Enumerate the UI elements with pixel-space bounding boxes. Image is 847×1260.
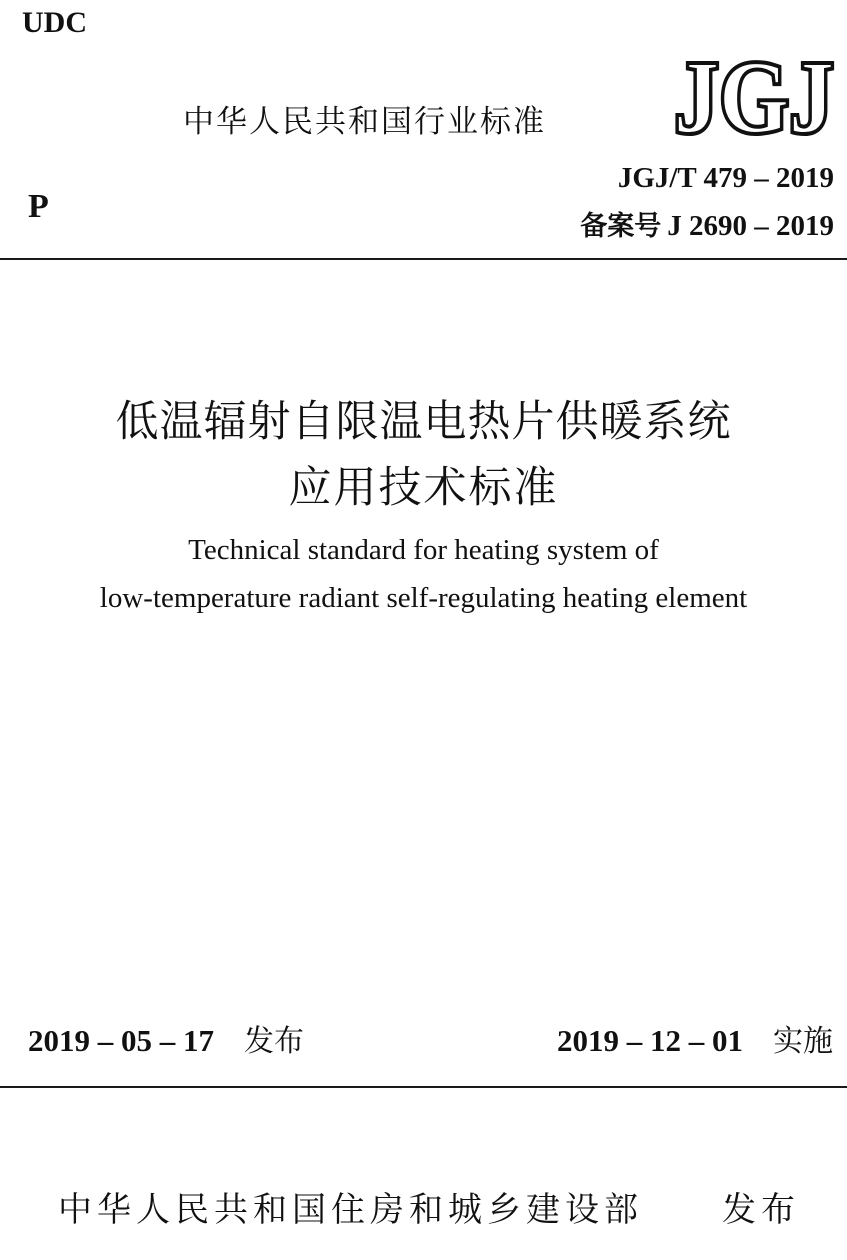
implement-date: 2019 – 12 – 01	[557, 1023, 743, 1058]
standard-number: JGJ/T 479 – 2019	[617, 162, 834, 194]
title-zh-line1: 低温辐射自限温电热片供暖系统	[115, 397, 732, 447]
category-label: P	[28, 188, 49, 225]
svg-text:JGJ: JGJ	[674, 48, 834, 140]
record-label: 备案号	[580, 211, 662, 242]
issue-date: 2019 – 05 – 17	[28, 1023, 214, 1058]
svg-text:JGJ: JGJ	[674, 48, 834, 140]
title-zh-line2: 应用技术标准	[288, 463, 559, 513]
issue-date-row	[28, 1016, 304, 1060]
issue-word: 发布	[244, 1024, 304, 1059]
udc-label: UDC	[22, 6, 87, 39]
industry-standard-heading: 中华人民共和国行业标准	[183, 104, 546, 140]
implement-date-row	[557, 1016, 833, 1060]
top-divider	[0, 258, 847, 260]
jgj-logo	[670, 48, 838, 140]
title-en-line2: low-temperature radiant self-regulating heating element	[99, 582, 748, 614]
record-number: J 2690 – 2019	[667, 210, 834, 242]
bottom-divider	[0, 1086, 847, 1088]
record-number-line	[580, 204, 834, 243]
publish-word: 发布	[722, 1190, 800, 1230]
implement-word: 实施	[773, 1024, 833, 1059]
title-en-line1: Technical standard for heating system of	[188, 534, 659, 566]
publisher-name: 中华人民共和国住房和城乡建设部	[58, 1190, 643, 1230]
